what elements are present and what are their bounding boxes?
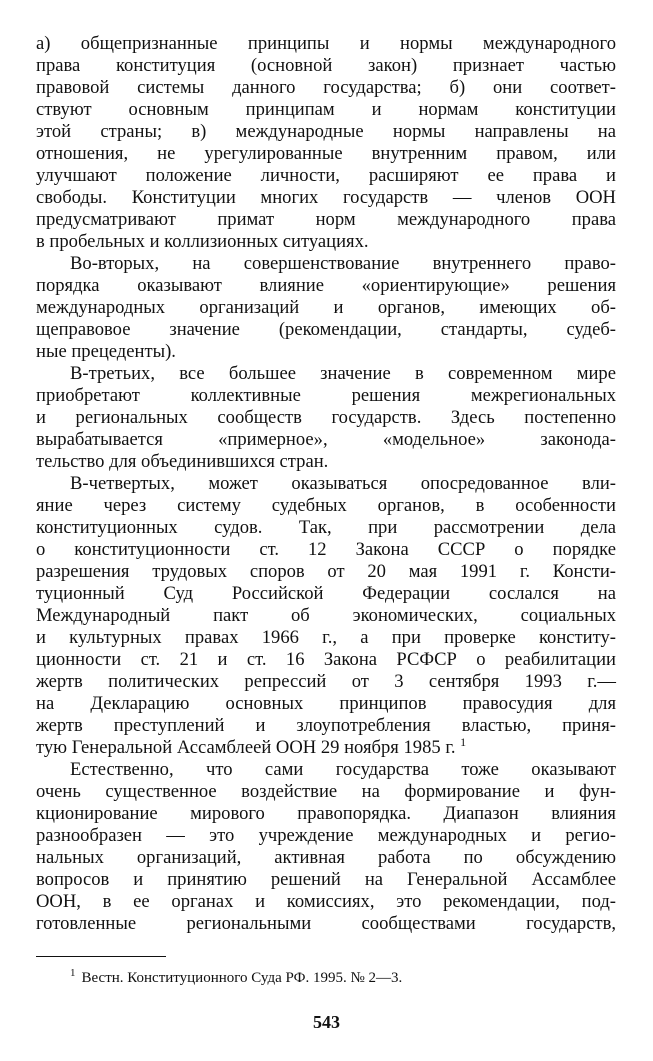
text-line: ные прецеденты). — [36, 341, 176, 362]
text-line: международных организаций и органов, имеющих об- — [36, 297, 616, 318]
text-line: ствуют основным принципам и нормам конституции — [36, 99, 616, 120]
text-line: Международный пакт об экономических, социальных — [36, 605, 616, 626]
page-number: 543 — [313, 1012, 340, 1032]
text-line: свободы. Конституции многих государств — членов ООН — [36, 187, 616, 208]
text-line: Во-вторых, на совершенствование внутреннего право- — [70, 253, 616, 274]
text-line: жертв политических репрессий от 3 сентября 1993 г.— — [36, 671, 616, 692]
text-line: и культурных правах 1966 г., а при проверке конститу- — [36, 627, 616, 648]
main-text-block — [36, 33, 616, 935]
text-line: а) общепризнанные принципы и нормы международного — [36, 33, 616, 54]
text-line: туционный Суд Российской Федерации сослался на — [36, 583, 616, 604]
text-line: на Декларацию основных принципов правосудия для — [36, 693, 616, 714]
text-line: отношения, не урегулированные внутренним правом, или — [36, 143, 616, 164]
footnote-text: Вестн. Конституционного Суда РФ. 1995. № 2—3. — [81, 970, 403, 986]
text-line: готовленные региональными сообществами государств, — [36, 913, 616, 934]
text-line: жертв преступлений и злоупотребления властью, приня- — [36, 715, 616, 736]
text-line: ционности ст. 21 и ст. 16 Закона РСФСР о реабилитации — [36, 649, 616, 670]
text-line: разнообразен — это учреждение международных и регио- — [36, 825, 616, 846]
text-line-with-footnote — [36, 737, 616, 759]
text-line: правовой системы данного государства; б) они соответ- — [36, 77, 616, 98]
text-line: в пробельных и коллизионных ситуациях. — [36, 231, 369, 252]
text-line: и региональных сообществ государств. Здесь постепенно — [36, 407, 616, 428]
text-line: кционирование мирового правопорядка. Диапазон влияния — [36, 803, 616, 824]
text-line: порядка оказывают влияние «ориентирующие» решения — [36, 275, 616, 296]
text-line: яние через систему судебных органов, в особенности — [36, 495, 616, 516]
text-line: тельство для объединившихся стран. — [36, 451, 329, 472]
text-line: щеправовое значение (рекомендации, стандарты, судеб- — [36, 319, 616, 340]
text-line: права конституция (основной закон) признает частью — [36, 55, 616, 76]
text-line: Естественно, что сами государства тоже оказывают — [70, 759, 616, 780]
text-line: о конституционности ст. 12 Закона СССР о порядке — [36, 539, 616, 560]
footnote-reference: 1 — [460, 735, 467, 749]
text-line: В-третьих, все большее значение в современном мире — [70, 363, 616, 384]
text-line: тую Генеральной Ассамблеей ООН 29 ноября 1985 г. — [36, 737, 456, 758]
footnote-marker: 1 — [70, 967, 76, 979]
text-line: нальных организаций, активная работа по обсуждению — [36, 847, 616, 868]
text-line: предусматривают примат норм международного права — [36, 209, 616, 230]
text-line: очень существенное воздействие на формирование и фун- — [36, 781, 616, 802]
text-line: приобретают коллективные решения межрегиональных — [36, 385, 616, 406]
text-line: ООН, в ее органах и комиссиях, это рекомендации, под- — [36, 891, 616, 912]
footnote — [70, 968, 402, 989]
text-line: разрешения трудовых споров от 20 мая 1991 г. Консти- — [36, 561, 616, 582]
text-line: улучшают положение личности, расширяют ее права и — [36, 165, 616, 186]
footnote-divider — [36, 956, 166, 957]
text-line: В-четвертых, может оказываться опосредованное вли- — [70, 473, 616, 494]
text-line: вырабатывается «примерное», «модельное» законода- — [36, 429, 616, 450]
text-line: вопросов и принятию решений на Генеральной Ассамблее — [36, 869, 616, 890]
text-line: этой страны; в) международные нормы направлены на — [36, 121, 616, 142]
text-line: конституционных судов. Так, при рассмотрении дела — [36, 517, 616, 538]
